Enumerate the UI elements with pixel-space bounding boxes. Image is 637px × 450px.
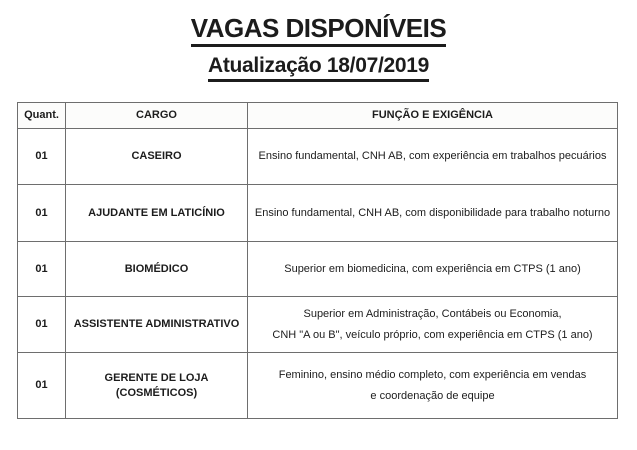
funcao-line: Superior em biomedicina, com experiência em CTPS (1 ano) bbox=[284, 262, 581, 275]
table-header bbox=[18, 103, 618, 129]
funcao-line: Ensino fundamental, CNH AB, com experiência em trabalhos pecuários bbox=[258, 150, 607, 163]
cargo-cell: AJUDANTE EM LATICÍNIO bbox=[66, 185, 248, 242]
page-title: VAGAS DISPONÍVEIS bbox=[191, 14, 446, 47]
header-quant: Quant. bbox=[18, 103, 66, 129]
quant-cell: 01 bbox=[18, 242, 66, 297]
table-row bbox=[18, 242, 618, 297]
table-row bbox=[18, 185, 618, 242]
header-funcao: FUNÇÃO E EXIGÊNCIA bbox=[248, 103, 618, 129]
table-row bbox=[18, 297, 618, 353]
cargo-cell: CASEIRO bbox=[66, 129, 248, 185]
jobs-table bbox=[17, 102, 618, 419]
funcao-cell bbox=[248, 242, 618, 297]
table-row bbox=[18, 353, 618, 419]
funcao-cell bbox=[248, 129, 618, 185]
quant-cell: 01 bbox=[18, 353, 66, 419]
table-row bbox=[18, 129, 618, 185]
update-date-subtitle: Atualização 18/07/2019 bbox=[208, 54, 429, 82]
funcao-line: Superior em Administração, Contábeis ou Economia, bbox=[303, 307, 562, 320]
quant-cell: 01 bbox=[18, 129, 66, 185]
funcao-cell bbox=[248, 185, 618, 242]
header-row bbox=[18, 103, 618, 129]
cargo-cell: GERENTE DE LOJA (COSMÉTICOS) bbox=[66, 353, 248, 419]
quant-cell: 01 bbox=[18, 185, 66, 242]
funcao-line: Feminino, ensino médio completo, com experiência em vendas bbox=[278, 368, 587, 381]
header-cargo: CARGO bbox=[66, 103, 248, 129]
funcao-line: CNH "A ou B", veículo próprio, com experiência em CTPS (1 ano) bbox=[272, 328, 593, 341]
title-row bbox=[0, 14, 637, 47]
funcao-line: e coordenação de equipe bbox=[370, 389, 495, 402]
funcao-line: Ensino fundamental, CNH AB, com disponibilidade para trabalho noturno bbox=[254, 206, 611, 219]
cargo-cell: BIOMÉDICO bbox=[66, 242, 248, 297]
cargo-cell: ASSISTENTE ADMINISTRATIVO bbox=[66, 297, 248, 353]
funcao-cell bbox=[248, 353, 618, 419]
quant-cell: 01 bbox=[18, 297, 66, 353]
subtitle-row bbox=[0, 54, 637, 82]
table-body bbox=[18, 129, 618, 419]
funcao-cell bbox=[248, 297, 618, 353]
